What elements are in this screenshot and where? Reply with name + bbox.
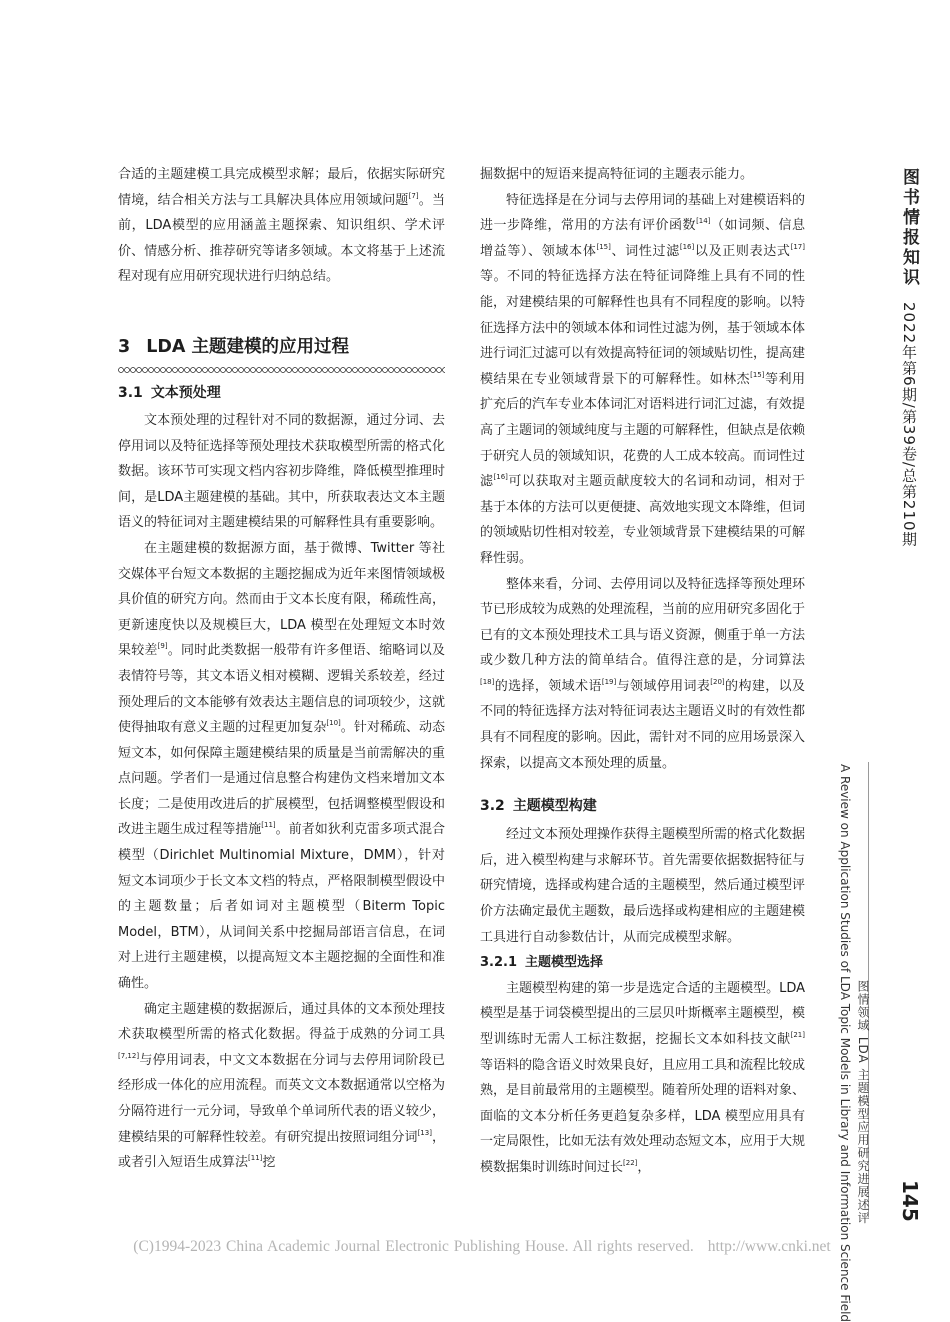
citation[interactable]: [15] (596, 242, 611, 251)
cnki-link[interactable]: http://www.cnki.net (707, 1238, 831, 1255)
section-heading: 3 LDA 主题建模的应用过程 (118, 336, 350, 357)
paragraph: 经过文本预处理操作获得主题模型所需的格式化数据后，进入模型构建与求解环节。首先需要依据数据特征与研究情境，选择或构建合适的主题模型，然后通过模型评价方法确定最优主题数，最后选择或构建相应的主题建模工具进行自动参数估计，从而完成模型求解。 (480, 827, 806, 945)
subsection-heading: 3.2 主题模型构建 (480, 798, 597, 815)
citation[interactable]: [15] (750, 370, 765, 379)
citation[interactable]: [11] (248, 1154, 263, 1163)
citation[interactable]: [20] (710, 677, 725, 686)
copyright-footer (0, 1238, 950, 1256)
continued-paragraph: 掘数据中的短语来提高特征词的主题表示能力。 (480, 167, 754, 182)
paragraph: 确定主题建模的数据源后，通过具体的文本预处理技术获取模型所需的格式化数据。得益于成熟的分词工具[7,12]与停用词表，中文文本数据在分词与去停用词阶段已经形成一体化的应用流程。而英文文本数据通常以空格为分隔符进行一元分词，导致单个单词所代表的语义较少，建模结果的可解释性较差。有研究提出按照词组分词[13]，或者引入短语生成算法[11]挖 (118, 1001, 445, 1171)
intro-paragraph: 合适的主题建模工具完成模型求解；最后，依据实际研究情境，结合相关方法与工具解决具体应用领域问题[7]。当前，LDA模型的应用涵盖主题探索、知识组织、学术评价、情感分析、推荐研究等诸多领域。本文将基于上述流程对现有应用研究现状进行归纳总结。 (118, 167, 445, 285)
citation[interactable]: [10] (326, 719, 341, 728)
citation[interactable]: [13] (417, 1128, 432, 1137)
journal-logo: 图书情报知识 (899, 168, 919, 288)
citation[interactable]: [14] (696, 217, 711, 226)
citation[interactable]: [22] (623, 1158, 638, 1167)
citation[interactable]: [16] (493, 473, 508, 482)
running-title-chinese: 图情领域 LDA 主题模型应用研究进展述评 (856, 980, 870, 1225)
citation[interactable]: [17] (790, 242, 805, 251)
issue-info: 2022年第6期/第39卷/总第210期 (900, 302, 918, 548)
citation[interactable]: [11] (261, 821, 276, 830)
citation[interactable]: [9] (157, 642, 168, 651)
wavy-divider (118, 366, 445, 374)
right-column (480, 162, 805, 1181)
journal-masthead (892, 168, 922, 548)
paragraph: 文本预处理的过程针对不同的数据源，通过分词、去停用词以及特征选择等预处理技术获取模型所需的格式化数据。该环节可实现文档内容初步降维，降低模型推理时间，是LDA主题建模的基础。其中，所获取表达文本主题语义的特征词对主题建模结果的可解释性具有重要影响。 (118, 412, 445, 531)
paragraph: 特征选择是在分词与去停用词的基础上对建模语料的进一步降维，常用的方法有评价函数[14]（如词频、信息增益等）、领域本体[15]、词性过滤[16]以及正则表达式[17]等。不同的特征选择方法在特征词降维上具有不同的性能，对建模结果的可解释性也具有不同程度的影响。以特征选择方法中的领域本体和词性过滤为例，基于领域本体进行词汇过滤可以有效提高特征词的领域贴切性，提高建模结果在专业领域背景下的可解释性。如林杰[15]等利用扩充后的汽车专业本体词汇对语料进行词汇过滤，有效提高了主题词的领域纯度与主题的可解释性，但缺点是依赖于研究人员的领域知识，花费的人工成本较高。而词性过滤[16]可以获取对主题贡献度较大的名词和动词，相对于基于本体的方法可以更便捷、高效地实现文本降维，但词的领域贴切性相对较差，专业领域背景下建模结果的可解释性弱。 (480, 192, 806, 566)
citation[interactable]: [19] (601, 677, 617, 686)
citation[interactable]: [7] (408, 191, 419, 200)
running-title-english: A Review on Application Studies of LDA Topic Models in Library and Information Science Field (838, 764, 852, 1322)
subsection-heading: 3.1 文本预处理 (118, 384, 221, 401)
page-number: 145 (898, 1180, 922, 1222)
citation[interactable]: [18] (480, 677, 495, 686)
citation[interactable]: [21] (790, 1031, 805, 1039)
citation[interactable]: [7,12] (118, 1051, 140, 1060)
paragraph: 在主题建模的数据源方面，基于微博、Twitter 等社交媒体平台短文本数据的主题挖掘成为近年来图情领域极具价值的研究方向。然而由于文本长度有限，稀疏性高，更新速度快以及规模巨大，LDA 模型在处理短文本时效果较差[9]。同时此类数据一般带有许多俚语、缩略词以及表情符号等，其文本语义相对模糊、逻辑关系较差，经过预处理后的文本能够有效表达主题信息的词项较少，这就使得抽取有意义主题的过程更加复杂[10]。针对稀疏、动态短文本，如何保障主题建模结果的质量是当前需解决的重点问题。学者们一是通过信息整合构建伪文档来增加文本长度；二是使用改进后的扩展模型，包括调整模型假设和改进主题生成过程等措施[11]。前者如狄利克雷多项式混合模型（Dirichlet Multinomial Mixture，DMM），针对短文本词项少于长文本文档的特点，严格限制模型假设中的主题数量；后者如词对主题模型（Biterm Topic Model，BTM），从词间关系中挖掘局部语言信息，在词对上进行主题建模，以提高短文本主题挖掘的全面性和准确性。 (118, 540, 445, 992)
left-column (118, 162, 445, 1176)
copyright-text: (C)1994-2023 China Academic Journal Electronic Publishing House. All rights reserved. (133, 1238, 694, 1255)
subsubsection-heading: 3.2.1 主题模型选择 (480, 955, 604, 971)
paragraph: 主题模型构建的第一步是选定合适的主题模型。LDA 模型是基于词袋模型提出的三层贝叶斯概率主题模型，模型训练时无需人工标注数据，挖掘长文本如科技文献[21]等语料的隐含语义时效果良好，且应用工具和流程比较成熟，是目前最常用的主题模型。随着所处理的语料对象、面临的文本分析任务更趋复杂多样，LDA 模型应用具有一定局限性，比如无法有效处理动态短文本，应用于大规模数据集时训练时间过长[22]， (480, 980, 806, 1175)
paragraph: 整体来看，分词、去停用词以及特征选择等预处理环节已形成较为成熟的处理流程，当前的应用研究多固化于已有的文本预处理技术工具与语义资源，侧重于单一方法或少数几种方法的简单结合。值得注意的是，分词算法[18]的选择，领域术语[19]与领域停用词表[20]的构建，以及不同的特征选择方法对特征词表达主题语义时的有效性都具有不同程度的影响。因此，需针对不同的应用场景深入探索，以提高文本预处理的质量。 (480, 576, 806, 771)
citation[interactable]: [16] (679, 242, 695, 251)
